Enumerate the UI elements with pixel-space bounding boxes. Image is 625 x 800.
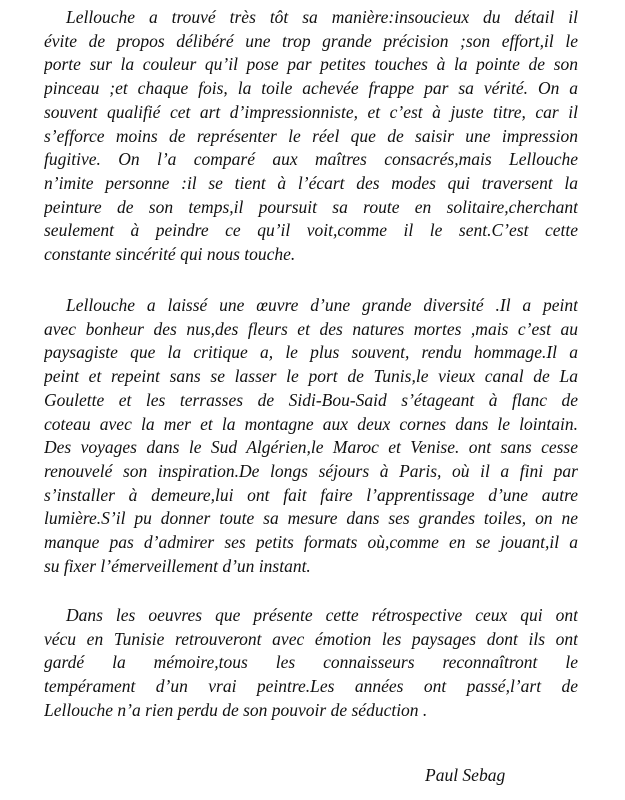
text-line: constante sincérité qui nous touche. [44, 244, 296, 265]
text-line: coteau avec la mer et la montagne aux deux cornes dans le lointain. [44, 413, 578, 434]
text-line: Des voyages dans le Sud Algérien,le Maroc et Venise. ont sans cesse [44, 437, 578, 458]
text-line: Lellouche a trouvé très tôt sa manière:insoucieux du détail il [66, 7, 578, 27]
text-line: Dans les oeuvres que présente cette rétrospective ceux qui ont [66, 605, 578, 625]
paragraph-3 [44, 604, 578, 723]
text-line: s’installer à demeure,lui ont fait faire l’apprentissage d’une autre [44, 484, 578, 505]
text-line: fugitive. On l’a comparé aux maîtres consacrés,mais Lellouche [44, 149, 578, 170]
text-line: paysagiste que la critique a, le plus souvent, rendu hommage.Il a [44, 342, 578, 363]
text-line: évite de propos délibéré une trop grande précision ;son effort,il le [44, 30, 578, 51]
text-line: Lellouche n’a rien perdu de son pouvoir de séduction . [44, 699, 428, 720]
text-line: su fixer l’émerveillement d’un instant. [44, 555, 311, 576]
paragraph-2 [44, 294, 578, 578]
text-line: porte sur la couleur qu’il pose par petites touches à la pointe de son [44, 54, 578, 75]
text-line: renouvelé son inspiration.De longs séjours à Paris, où il a fini par [44, 460, 578, 481]
text-line: peinture de son temps,il poursuit sa route en solitaire,cherchant [44, 196, 578, 217]
text-line: souvent qualifié cet art d’impressionniste, et c’est à juste titre, car il [44, 101, 578, 122]
text-line: vécu en Tunisie retrouveront avec émotion les paysages dont ils ont [44, 628, 578, 649]
text-line: lumière.S’il pu donner toute sa mesure dans ses grandes toiles, on ne [44, 508, 578, 529]
text-line: avec bonheur des nus,des fleurs et des natures mortes ,mais c’est au [44, 318, 578, 339]
text-line: manque pas d’admirer ses petits formats où,comme en se jouant,il a [44, 532, 578, 553]
text-line: Goulette et les terrasses de Sidi-Bou-Said s’étageant à flanc de [44, 389, 578, 410]
text-line: n’imite personne :il se tient à l’écart des modes qui traversent la [44, 172, 578, 193]
text-line: gardé la mémoire,tous les connaisseurs reconnaîtront le [44, 652, 578, 673]
text-line: pinceau ;et chaque fois, la toile achevée frappe par sa vérité. On a [44, 78, 578, 99]
author-signature: Paul Sebag [425, 765, 506, 785]
text-line: tempérament d’un vrai peintre.Les années ont passé,l’art de [44, 676, 578, 697]
text-line: s’efforce moins de représenter le réel que de saisir une impression [44, 125, 578, 146]
paragraph-1 [44, 6, 578, 267]
text-line: seulement à peindre ce qu’il voit,comme il le sent.C’est cette [44, 220, 578, 241]
text-line: peint et repeint sans se lasser le port de Tunis,le vieux canal de La [44, 366, 578, 387]
text-line: Lellouche a laissé une œuvre d’une grande diversité .Il a peint [66, 295, 578, 315]
